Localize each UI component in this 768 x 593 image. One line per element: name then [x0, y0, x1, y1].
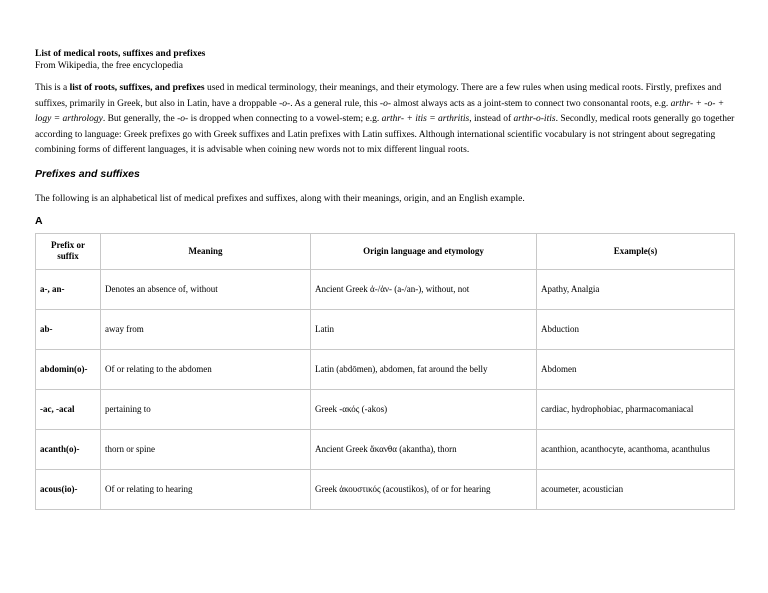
cell-meaning: Of or relating to the abdomen [101, 349, 311, 389]
table-row [36, 349, 735, 389]
cell-prefix: acanth(o)- [36, 429, 101, 469]
cell-example: Abdomen [537, 349, 735, 389]
header-origin: Origin language and etymology [311, 233, 537, 269]
intro-italic-text: -o- [177, 114, 189, 124]
intro-text: almost always acts as a joint-stem to connect two consonantal roots, e.g. [390, 98, 671, 109]
cell-meaning: Of or relating to hearing [101, 469, 311, 509]
intro-paragraph [35, 81, 735, 159]
section-description: The following is an alphabetical list of medical prefixes and suffixes, along with their meanings, origin, and an English example. [35, 193, 525, 204]
table-row [36, 429, 735, 469]
cell-meaning: pertaining to [101, 389, 311, 429]
intro-text: . Secondly, medical roots generally go together according to language: Greek prefixes go with Greek suffixes and Latin prefixes with Latin suffixes. Although international scientific vocabulary is not stringent about segregating combining forms of different languages, it is advisable when coining new words not to mix different lingual roots. [35, 114, 735, 155]
cell-prefix: a-, an- [36, 269, 101, 309]
letter-heading: A [35, 214, 43, 227]
intro-bold-text: list of roots, suffixes, and prefixes [69, 83, 205, 93]
cell-example: Apathy, Analgia [537, 269, 735, 309]
header-meaning: Meaning [101, 233, 311, 269]
intro-italic-text: -o- [379, 98, 391, 109]
cell-origin: Ancient Greek ἀ-/ἀν- (a-/an-), without, not [311, 269, 537, 309]
intro-italic-text: -o- [279, 98, 291, 109]
cell-prefix: acous(io)- [36, 469, 101, 509]
page-title: List of medical roots, suffixes and prefixes [35, 49, 206, 59]
cell-example: cardiac, hydrophobiac, pharmacomaniacal [537, 389, 735, 429]
table-row [36, 309, 735, 349]
intro-text: . But generally, the [102, 114, 178, 124]
intro-text: , instead of [469, 114, 514, 124]
cell-example: acanthion, acanthocyte, acanthoma, acanthulus [537, 429, 735, 469]
intro-text: . As a general rule, this [290, 98, 380, 109]
section-heading: Prefixes and suffixes [35, 167, 140, 180]
roots-table [35, 233, 735, 510]
cell-example: acoumeter, acoustician [537, 469, 735, 509]
cell-origin: Latin (abdōmen), abdomen, fat around the belly [311, 349, 537, 389]
cell-prefix: abdomin(o)- [36, 349, 101, 389]
cell-prefix: -ac, -acal [36, 389, 101, 429]
intro-example: arthr-o-itis [513, 114, 556, 124]
table-row [36, 469, 735, 509]
intro-text: This is a [35, 83, 70, 93]
cell-example: Abduction [537, 309, 735, 349]
cell-prefix: ab- [36, 309, 101, 349]
cell-meaning: Denotes an absence of, without [101, 269, 311, 309]
intro-text: is dropped when connecting to a vowel-stem; e.g. [188, 114, 382, 124]
header-examples: Example(s) [537, 233, 735, 269]
page-subtitle: From Wikipedia, the free encyclopedia [35, 61, 183, 71]
cell-origin: Ancient Greek ἄκανθα (akantha), thorn [311, 429, 537, 469]
intro-example: arthr- + -o- + logy = arthrology [35, 98, 725, 124]
intro-example: arthr- + itis = arthritis [381, 114, 470, 124]
table-row [36, 389, 735, 429]
intro-text: used in medical terminology, their meanings, and their etymology. There are a few rules when using medical roots. Firstly, prefixes and suffixes, primarily in Greek, but also in Latin, have a droppable [35, 83, 722, 109]
cell-origin: Greek -ακός (-akos) [311, 389, 537, 429]
document-page [35, 48, 735, 510]
cell-meaning: away from [101, 309, 311, 349]
table-row [36, 269, 735, 309]
cell-meaning: thorn or spine [101, 429, 311, 469]
header-prefix: Prefix or suffix [36, 233, 101, 269]
cell-origin: Latin [311, 309, 537, 349]
cell-origin: Greek ἀκουστικός (acoustikos), of or for hearing [311, 469, 537, 509]
table-header-row [36, 233, 735, 269]
